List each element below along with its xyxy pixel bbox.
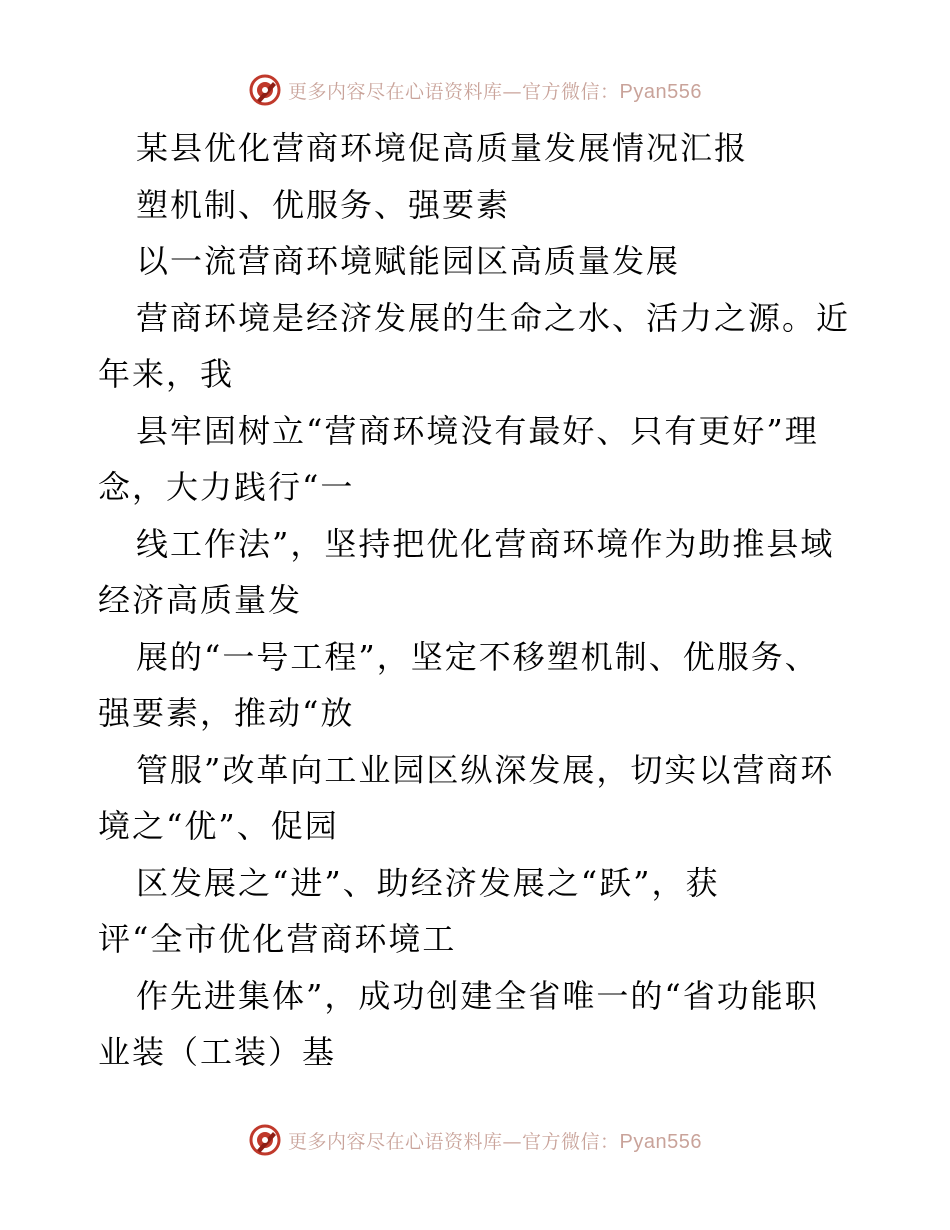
pen-seal-logo-icon xyxy=(248,1123,282,1157)
paragraph-line: 作先进集体”，成功创建全省唯一的“省功能职 xyxy=(136,976,819,1015)
pen-seal-logo-icon xyxy=(248,73,282,107)
paragraph-line: 评“全市优化营商环境工 xyxy=(98,920,457,958)
paragraph-line: 境之“优”、促园 xyxy=(98,807,339,845)
paragraph-line: 管服”改革向工业园区纵深发展，切实以营商环 xyxy=(136,750,835,789)
watermark-text: 更多内容尽在心语资料库—官方微信：Pyan556 xyxy=(288,1130,702,1153)
paragraph-line: 年来，我 xyxy=(98,355,235,393)
doc-subtitle-2: 以一流营商环境赋能园区高质量发展 xyxy=(136,242,681,280)
header-watermark xyxy=(0,70,950,110)
paragraph-line: 业装（工装）基 xyxy=(98,1033,337,1071)
paragraph-line: 线工作法”，坚持把优化营商环境作为助推县域 xyxy=(136,524,835,563)
paragraph-line: 营商环境是经济发展的生命之水、活力之源。近 xyxy=(136,298,851,337)
paragraph-line: 展的“一号工程”，坚定不移塑机制、优服务、 xyxy=(136,637,819,676)
doc-subtitle: 塑机制、优服务、强要素 xyxy=(136,185,511,224)
footer-watermark xyxy=(0,1120,950,1160)
watermark-text: 更多内容尽在心语资料库—官方微信：Pyan556 xyxy=(288,80,702,103)
paragraph-line: 念，大力践行“一 xyxy=(98,468,355,506)
paragraph-line: 经济高质量发 xyxy=(98,581,303,619)
paragraph-line: 强要素，推动“放 xyxy=(98,694,355,732)
document-body xyxy=(98,120,858,1081)
paragraph-line: 县牢固树立“营商环境没有最好、只有更好”理 xyxy=(136,411,819,450)
paragraph-line: 区发展之“进”、助经济发展之“跃”，获 xyxy=(136,863,720,902)
doc-title: 某县优化营商环境促高质量发展情况汇报 xyxy=(136,129,749,167)
